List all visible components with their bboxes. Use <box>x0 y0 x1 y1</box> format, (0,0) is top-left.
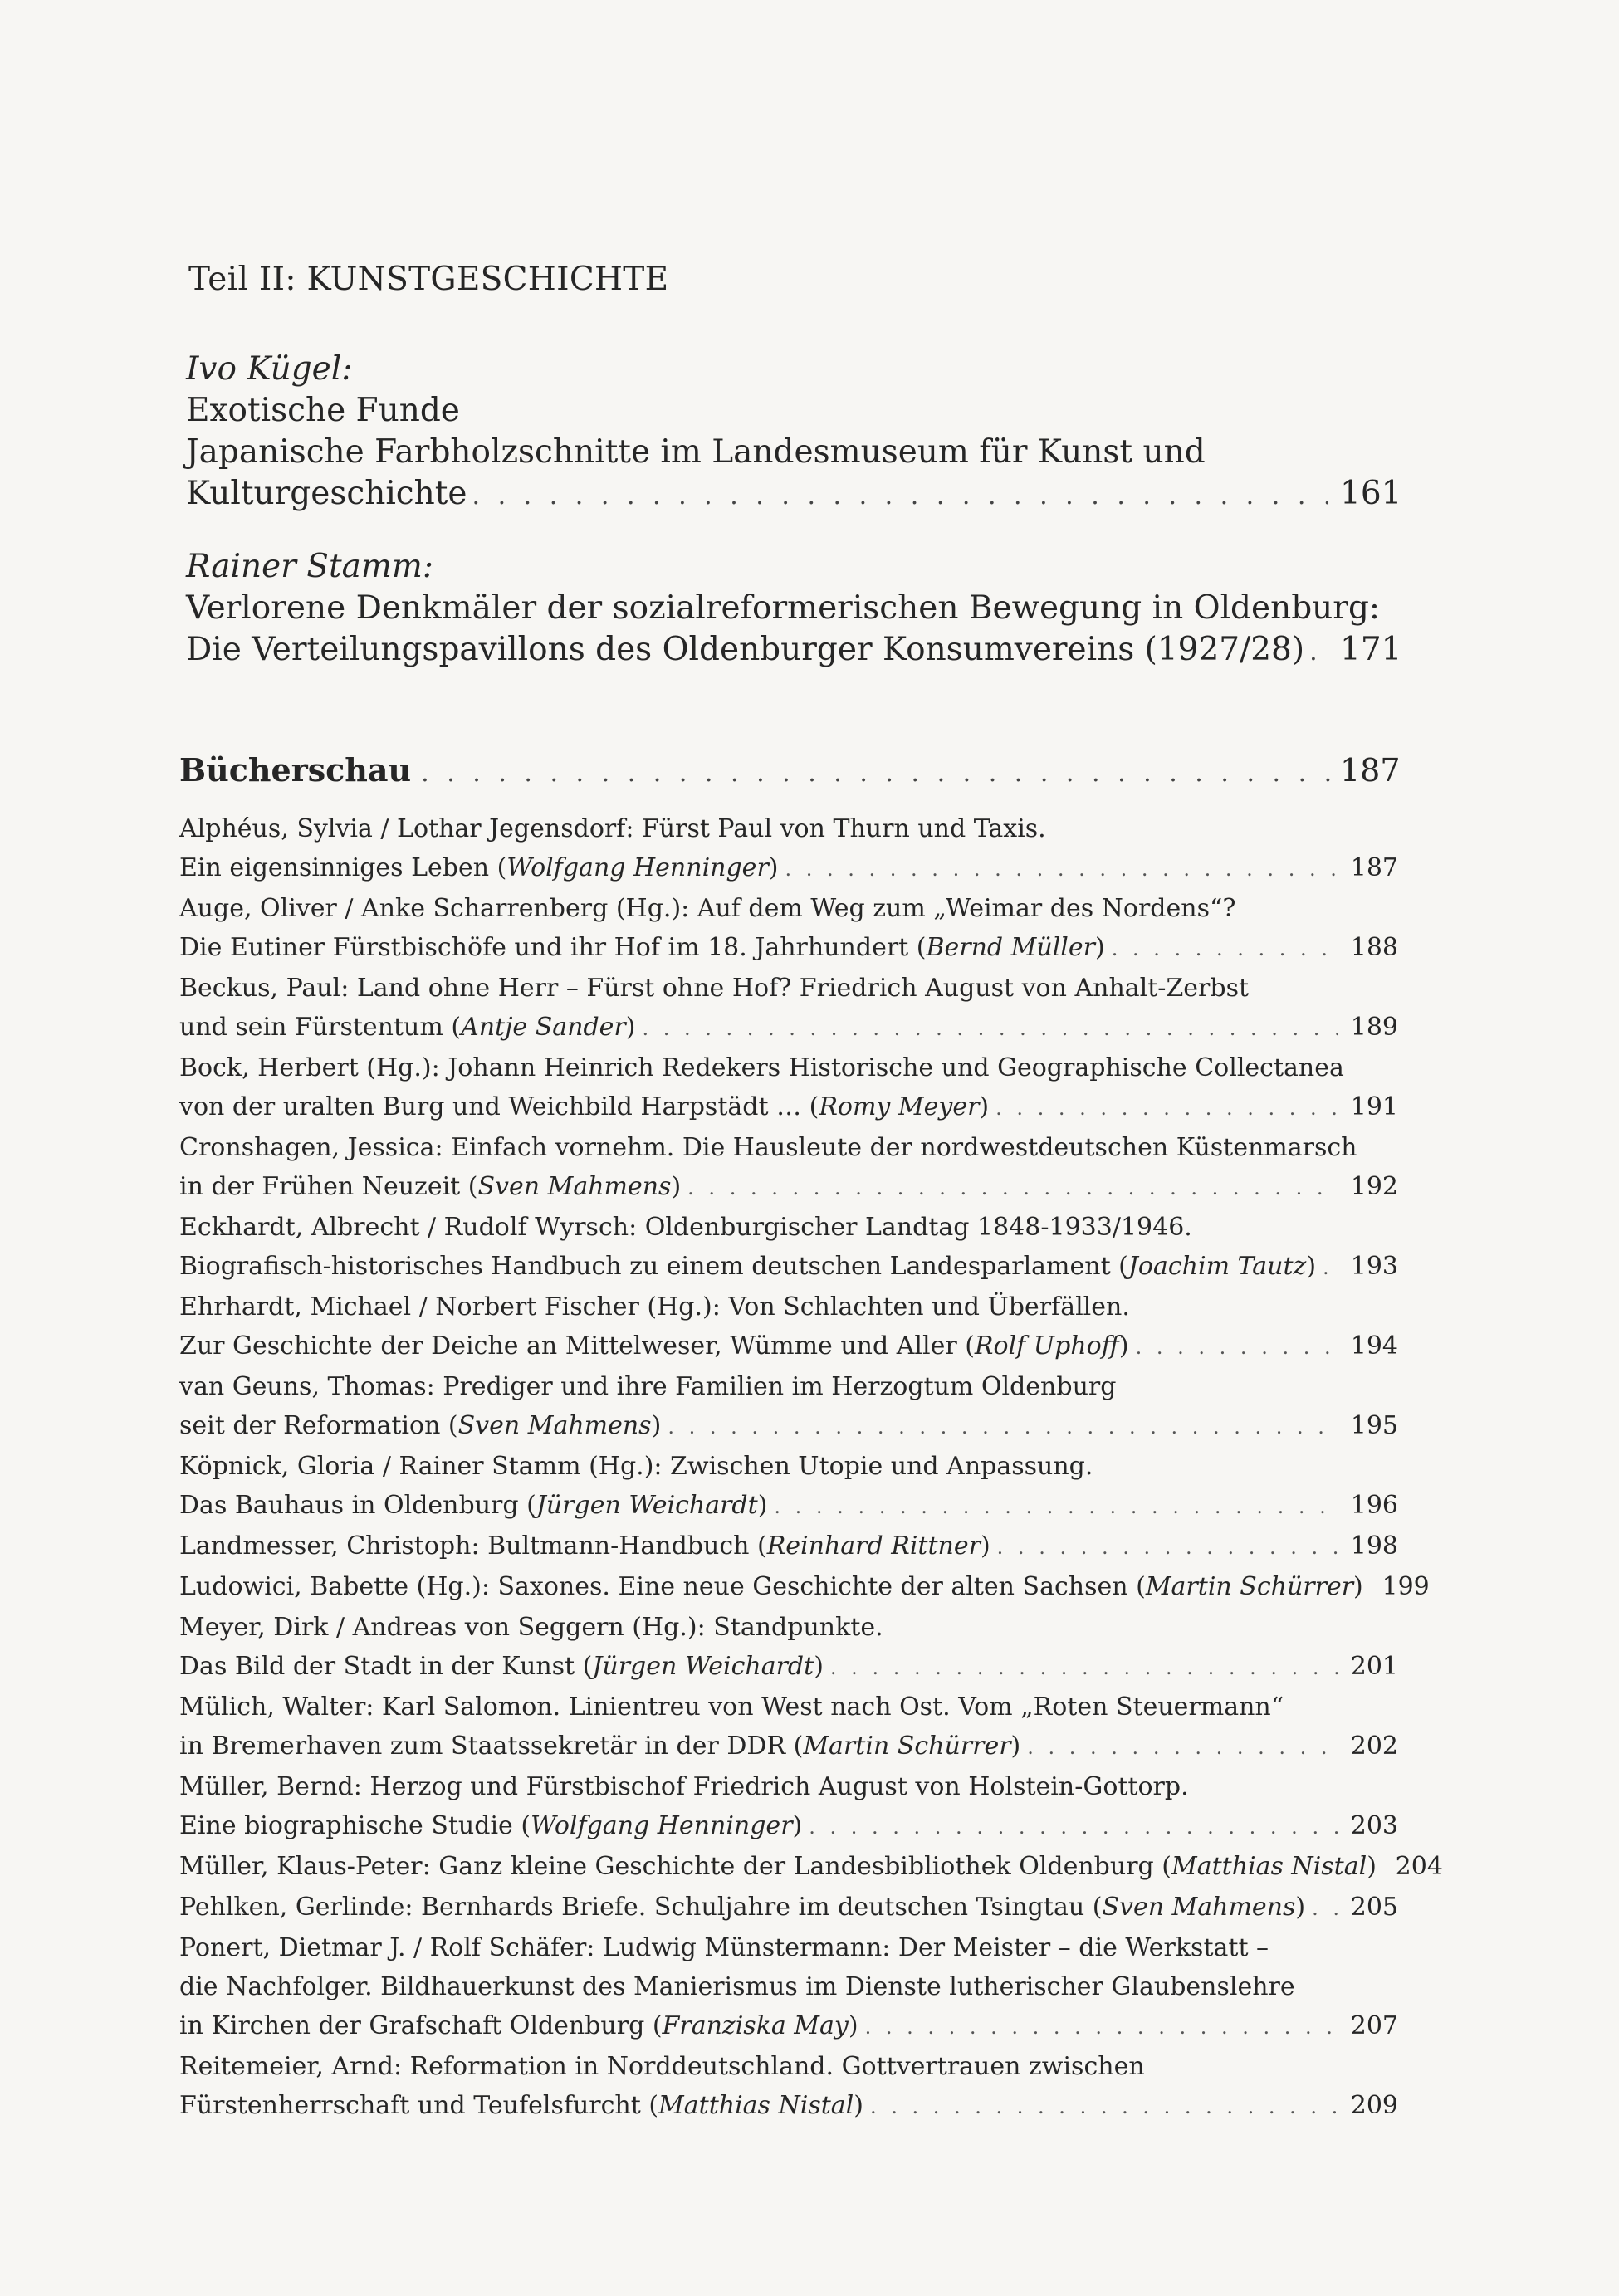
review-entry-line <box>179 1167 681 1206</box>
toc-article <box>186 546 1402 673</box>
article-title-line: Exotische Funde <box>186 392 460 429</box>
review-text: Ludowici, Babette (Hg.): Saxones. Eine neue Geschichte der alten Sachsen ( <box>179 1572 1146 1601</box>
dot-leader <box>830 1649 1338 1688</box>
reviewer-name: Wolfgang Henninger <box>531 1811 793 1840</box>
review-entry-line: Bock, Herbert (Hg.): Johann Heinrich Redekers Historische und Geographische Collectanea <box>179 1053 1344 1082</box>
dot-leader <box>870 2088 1338 2127</box>
toc-row[interactable] <box>179 2006 1398 2047</box>
page-number: 194 <box>1350 1331 1398 1361</box>
closing-paren: ) <box>757 1491 768 1520</box>
closing-paren: ) <box>651 1411 662 1440</box>
review-entry-line: Reitemeier, Arnd: Reformation in Norddeutschland. Gottvertrauen zwischen <box>179 2052 1145 2081</box>
toc-row[interactable] <box>179 1406 1398 1447</box>
review-entry <box>179 1847 1443 1888</box>
dot-leader <box>687 1169 1338 1208</box>
review-text: in Bremerhaven zum Staatssekretär in der DDR ( <box>179 1732 804 1761</box>
review-text: Fürstenherrschaft und Teufelsfurcht ( <box>179 2091 659 2120</box>
page-number: 171 <box>1340 631 1402 668</box>
toc-row[interactable] <box>186 473 1402 517</box>
dot-leader <box>1323 1248 1338 1287</box>
closing-paren: ) <box>1095 933 1105 962</box>
dot-leader <box>1136 1328 1338 1367</box>
reviewer-name: Martin Schürrer <box>1145 1572 1354 1601</box>
review-entry <box>179 1688 1398 1767</box>
review-entry-line <box>179 1486 767 1525</box>
review-entry-line <box>179 1008 635 1047</box>
review-text: Das Bild der Stadt in der Kunst ( <box>179 1652 593 1681</box>
reviewer-name: Bernd Müller <box>926 933 1095 962</box>
dot-leader <box>809 1808 1338 1847</box>
buecherschau-title: Bücherschau <box>179 751 412 789</box>
closing-paren: ) <box>1367 1852 1377 1881</box>
reviewer-name: Matthias Nistal <box>1171 1852 1367 1881</box>
page-number: 188 <box>1350 933 1398 962</box>
page-number: 204 <box>1395 1852 1443 1881</box>
closing-paren: ) <box>979 1092 990 1121</box>
reviewer-name: Jürgen Weichardt <box>592 1652 814 1681</box>
review-entry <box>179 889 1398 969</box>
closing-paren: ) <box>1353 1572 1363 1601</box>
review-entry-line: die Nachfolger. Bildhauerkunst des Manierismus im Dienste lutherischer Glaubenslehre <box>179 1972 1295 2001</box>
page-number: 205 <box>1350 1893 1398 1922</box>
review-entry-line: Meyer, Dirk / Andreas von Seggern (Hg.): Standpunkte. <box>179 1613 883 1642</box>
closing-paren: ) <box>1295 1893 1306 1922</box>
page-number: 207 <box>1350 2011 1398 2040</box>
review-entry <box>179 1527 1398 1567</box>
review-entry-line: Alphéus, Sylvia / Lothar Jegensdorf: Fürst Paul von Thurn und Taxis. <box>179 814 1046 843</box>
page-number: 187 <box>1350 853 1398 882</box>
review-entry-line <box>179 1727 1020 1766</box>
review-entry <box>179 969 1398 1048</box>
review-entry-line: Auge, Oliver / Anke Scharrenberg (Hg.): Auf dem Weg zum „Weimar des Nordens“? <box>179 894 1236 923</box>
dot-leader <box>997 1528 1338 1567</box>
page-number: 192 <box>1350 1172 1398 1201</box>
review-text: und sein Fürstentum ( <box>179 1013 462 1042</box>
dot-leader <box>421 759 1330 788</box>
page-number: 199 <box>1382 1572 1430 1601</box>
closing-paren: ) <box>792 1811 803 1840</box>
reviewer-name: Wolfgang Henninger <box>506 853 769 882</box>
toc-article <box>186 349 1402 517</box>
section-heading: Teil II: KUNSTGESCHICHTE <box>188 261 669 298</box>
review-text: Ein eigensinniges Leben ( <box>179 853 507 882</box>
review-list <box>179 809 1443 2127</box>
dot-leader <box>642 1009 1338 1048</box>
review-entry <box>179 1367 1398 1447</box>
reviewer-name: Franziska May <box>662 2011 849 2040</box>
review-entry-line <box>179 1888 1305 1927</box>
review-entry <box>179 1928 1398 2047</box>
review-text: seit der Reformation ( <box>179 1411 458 1440</box>
review-text: in Kirchen der Grafschaft Oldenburg ( <box>179 2011 663 2040</box>
dot-leader <box>785 850 1339 889</box>
page-number: 187 <box>1340 752 1401 789</box>
dot-leader <box>668 1408 1338 1447</box>
page-number: 195 <box>1350 1411 1398 1440</box>
review-entry <box>179 1888 1398 1928</box>
review-entry-line <box>179 2086 863 2125</box>
toc-row[interactable] <box>179 1847 1443 1888</box>
page-number: 191 <box>1350 1092 1398 1121</box>
article-title-line: Kulturgeschichte <box>186 475 467 512</box>
review-entry <box>179 809 1398 889</box>
closing-paren: ) <box>1306 1252 1317 1281</box>
review-entry-line <box>179 1527 990 1566</box>
article-title-line: Japanische Farbholzschnitte im Landesmuseum für Kunst und <box>186 433 1206 471</box>
review-entry-line: Müller, Bernd: Herzog und Fürstbischof Friedrich August von Holstein-Gottorp. <box>179 1772 1189 1801</box>
review-text: Zur Geschichte der Deiche an Mittelweser, Wümme und Aller ( <box>179 1331 975 1361</box>
page-number: 201 <box>1350 1652 1398 1681</box>
toc-row[interactable] <box>186 629 1402 673</box>
closing-paren: ) <box>848 2011 858 2040</box>
review-entry-line: Eckhardt, Albrecht / Rudolf Wyrsch: Oldenburgischer Landtag 1848-1933/1946. <box>179 1213 1192 1242</box>
toc-row[interactable] <box>179 1806 1398 1847</box>
review-entry <box>179 1608 1398 1688</box>
review-entry <box>179 1128 1398 1208</box>
page-number: 203 <box>1350 1811 1398 1840</box>
review-entry <box>179 1048 1398 1128</box>
article-title-line: Die Verteilungspavillons des Oldenburger Konsumvereins (1927/28) <box>186 631 1305 668</box>
page-number: 161 <box>1340 475 1402 512</box>
toc-row[interactable] <box>179 1486 1398 1527</box>
page-number: 202 <box>1350 1732 1398 1761</box>
review-text: von der uralten Burg und Weichbild Harpstädt … ( <box>179 1092 819 1121</box>
toc-row[interactable] <box>179 1008 1398 1048</box>
toc-row[interactable] <box>179 1888 1398 1928</box>
reviewer-name: Sven Mahmens <box>1102 1893 1296 1922</box>
review-entry-line <box>179 1087 989 1126</box>
review-entry-line <box>179 1567 1363 1606</box>
review-text: Landmesser, Christoph: Bultmann-Handbuch ( <box>179 1531 767 1561</box>
closing-paren: ) <box>980 1531 990 1561</box>
review-entry-line <box>179 848 779 887</box>
page-number: 209 <box>1350 2091 1398 2120</box>
toc-row[interactable] <box>179 848 1398 889</box>
toc-row[interactable] <box>179 1647 1398 1688</box>
review-text: in der Frühen Neuzeit ( <box>179 1172 478 1201</box>
review-entry-line: Mülich, Walter: Karl Salomon. Linientreu von West nach Ost. Vom „Roten Steuermann“ <box>179 1693 1284 1722</box>
reviewer-name: Sven Mahmens <box>457 1411 652 1440</box>
closing-paren: ) <box>1118 1331 1129 1361</box>
review-text: Müller, Klaus-Peter: Ganz kleine Geschichte der Landesbibliothek Oldenburg ( <box>179 1852 1171 1881</box>
review-text: Das Bauhaus in Oldenburg ( <box>179 1491 536 1520</box>
review-entry-line <box>179 1247 1316 1286</box>
closing-paren: ) <box>1010 1732 1021 1761</box>
reviewer-name: Rolf Uphoff <box>974 1331 1119 1361</box>
review-entry-line <box>179 1326 1129 1365</box>
page-number: 193 <box>1350 1252 1398 1281</box>
page-number: 198 <box>1350 1531 1398 1561</box>
closing-paren: ) <box>625 1013 636 1042</box>
closing-paren: ) <box>854 2091 863 2120</box>
review-entry <box>179 1447 1398 1527</box>
reviewer-name: Joachim Tautz <box>1127 1252 1307 1281</box>
toc-row[interactable] <box>179 1167 1398 1208</box>
review-entry-line <box>179 1806 802 1845</box>
closing-paren: ) <box>768 853 779 882</box>
reviewer-name: Antje Sander <box>461 1013 626 1042</box>
review-entry <box>179 2047 1398 2127</box>
review-text: Biografisch-historisches Handbuch zu einem deutschen Landesparlament ( <box>179 1252 1128 1281</box>
article-title-line: Verlorene Denkmäler der sozialreformerischen Bewegung in Oldenburg: <box>186 589 1381 627</box>
toc-row[interactable] <box>179 928 1398 969</box>
review-entry-line: Beckus, Paul: Land ohne Herr – Fürst ohne Hof? Friedrich August von Anhalt-Zerbst <box>179 974 1250 1003</box>
reviewer-name: Reinhard Rittner <box>766 1531 981 1561</box>
review-entry <box>179 1767 1398 1847</box>
toc-row[interactable] <box>179 1326 1398 1367</box>
dot-leader <box>865 2008 1338 2047</box>
reviewer-name: Sven Mahmens <box>477 1172 672 1201</box>
review-entry <box>179 1567 1430 1608</box>
toc-row[interactable] <box>179 1087 1398 1128</box>
review-entry-line: van Geuns, Thomas: Prediger und ihre Familien im Herzogtum Oldenburg <box>179 1372 1117 1401</box>
review-entry-line <box>179 928 1105 967</box>
review-entry-line <box>179 1647 824 1686</box>
toc-row[interactable] <box>179 1567 1430 1608</box>
dot-leader <box>1309 632 1328 673</box>
dot-leader <box>1027 1728 1338 1767</box>
closing-paren: ) <box>671 1172 682 1201</box>
page-number: 196 <box>1350 1491 1398 1520</box>
dot-leader <box>774 1488 1338 1527</box>
review-text: Eine biographische Studie ( <box>179 1811 531 1840</box>
review-text: Die Eutiner Fürstbischöfe und ihr Hof im 18. Jahrhundert ( <box>179 933 927 962</box>
review-entry <box>179 1208 1398 1287</box>
review-text: Pehlken, Gerlinde: Bernhards Briefe. Schuljahre im deutschen Tsingtau ( <box>179 1893 1103 1922</box>
dot-leader <box>995 1089 1338 1128</box>
buecherschau-heading[interactable] <box>179 751 1401 789</box>
review-entry-line: Köpnick, Gloria / Rainer Stamm (Hg.): Zwischen Utopie und Anpassung. <box>179 1452 1093 1481</box>
reviewer-name: Jürgen Weichardt <box>536 1491 758 1520</box>
toc-row[interactable] <box>179 1247 1398 1287</box>
reviewer-name: Romy Meyer <box>819 1092 980 1121</box>
page-number: 189 <box>1350 1013 1398 1042</box>
review-entry-line <box>179 1847 1377 1886</box>
reviewer-name: Martin Schürrer <box>803 1732 1011 1761</box>
review-entry-line: Ehrhardt, Michael / Norbert Fischer (Hg.): Von Schlachten und Überfällen. <box>179 1292 1130 1321</box>
toc-row[interactable] <box>179 1527 1398 1567</box>
review-entry-line: Ponert, Dietmar J. / Rolf Schäfer: Ludwig Münstermann: Der Meister – die Werkstatt – <box>179 1933 1269 1962</box>
toc-row[interactable] <box>179 2086 1398 2127</box>
dot-leader <box>1112 930 1338 969</box>
toc-row[interactable] <box>179 1727 1398 1767</box>
review-entry <box>179 1287 1398 1367</box>
article-author: Rainer Stamm: <box>186 548 433 585</box>
review-entry-line <box>179 2006 858 2045</box>
dot-leader <box>472 476 1328 517</box>
review-entry-line: Cronshagen, Jessica: Einfach vornehm. Die Hausleute der nordwestdeutschen Küstenmarsch <box>179 1133 1357 1162</box>
dot-leader <box>1312 1889 1338 1928</box>
article-author: Ivo Kügel: <box>186 350 353 388</box>
review-entry-line <box>179 1406 661 1445</box>
reviewer-name: Matthias Nistal <box>658 2091 854 2120</box>
closing-paren: ) <box>814 1652 824 1681</box>
